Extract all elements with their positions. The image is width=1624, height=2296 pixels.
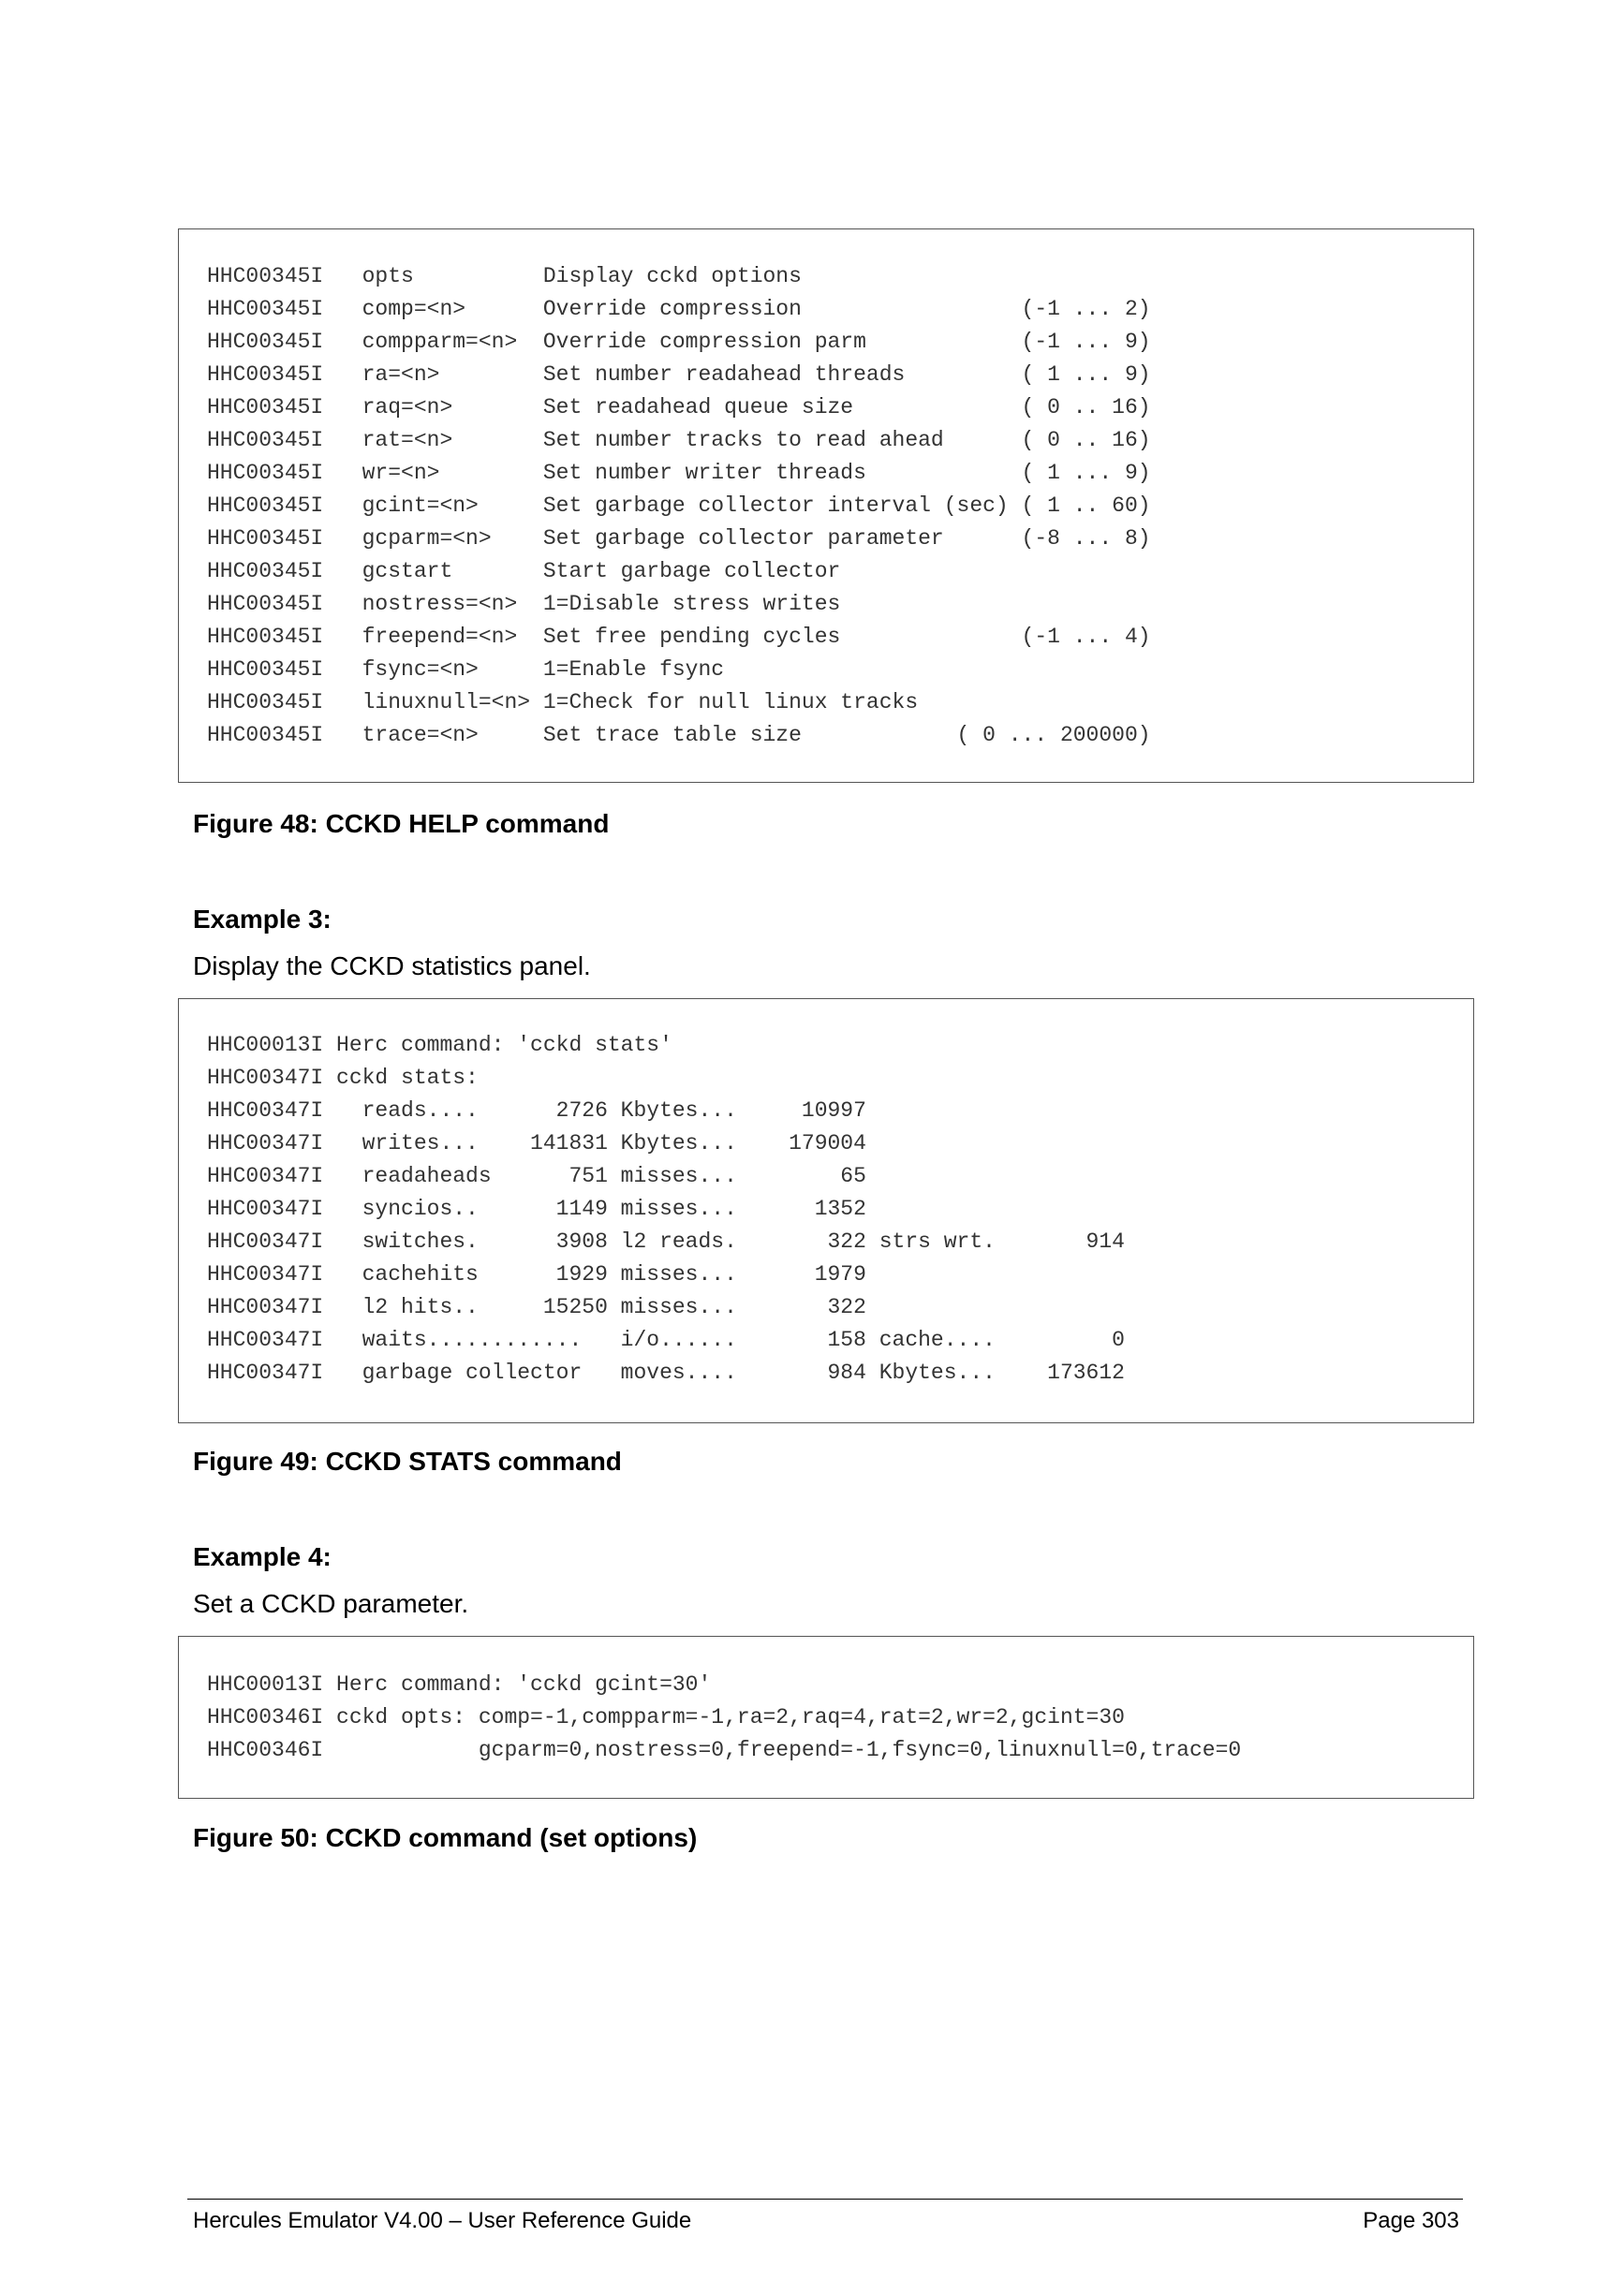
code-line: HHC00347I readaheads 751 misses... 65 xyxy=(207,1164,866,1188)
code-line: HHC00345I comp=<n> Override compression (-1 ... 2) xyxy=(207,297,1151,321)
code-line: HHC00347I syncios.. 1149 misses... 1352 xyxy=(207,1197,866,1221)
code-line: HHC00013I Herc command: 'cckd gcint=30' xyxy=(207,1672,712,1697)
code-line: HHC00345I fsync=<n> 1=Enable fsync xyxy=(207,657,725,682)
code-line: HHC00346I cckd opts: comp=-1,compparm=-1,ra=2,raq=4,rat=2,wr=2,gcint=30 xyxy=(207,1705,1125,1729)
example-3-heading: Example 3: xyxy=(193,905,332,934)
code-line: HHC00345I gcstart Start garbage collector xyxy=(207,559,841,583)
figure-48-caption: Figure 48: CCKD HELP command xyxy=(193,809,610,838)
code-line: HHC00347I waits............ i/o...... 158 cache.... 0 xyxy=(207,1328,1125,1352)
code-line: HHC00345I ra=<n> Set number readahead threads ( 1 ... 9) xyxy=(207,362,1151,387)
example-3-description: Display the CCKD statistics panel. xyxy=(193,951,591,980)
code-line: HHC00347I writes... 141831 Kbytes... 179004 xyxy=(207,1131,866,1155)
figure-48-code-box xyxy=(178,228,1474,783)
code-line: HHC00345I opts Display cckd options xyxy=(207,264,802,288)
code-line: HHC00345I wr=<n> Set number writer threads ( 1 ... 9) xyxy=(207,461,1151,485)
code-line: HHC00347I garbage collector moves.... 984 Kbytes... 173612 xyxy=(207,1361,1125,1385)
code-line: HHC00345I freepend=<n> Set free pending cycles (-1 ... 4) xyxy=(207,625,1151,649)
figure-50-code-box xyxy=(178,1636,1474,1799)
code-line: HHC00345I nostress=<n> 1=Disable stress writes xyxy=(207,592,841,616)
footer-page-number: Page 303 xyxy=(1363,2208,1459,2233)
footer-document-title: Hercules Emulator V4.00 – User Reference Guide xyxy=(193,2208,692,2233)
code-line: HHC00346I gcparm=0,nostress=0,freepend=-1,fsync=0,linuxnull=0,trace=0 xyxy=(207,1738,1242,1762)
code-line: HHC00013I Herc command: 'cckd stats' xyxy=(207,1033,672,1057)
code-line: HHC00345I gcint=<n> Set garbage collector interval (sec) ( 1 .. 60) xyxy=(207,493,1151,518)
code-line: HHC00347I switches. 3908 l2 reads. 322 strs wrt. 914 xyxy=(207,1229,1125,1254)
code-line: HHC00345I raq=<n> Set readahead queue size ( 0 .. 16) xyxy=(207,395,1151,419)
example-4-description: Set a CCKD parameter. xyxy=(193,1589,469,1618)
code-line: HHC00345I linuxnull=<n> 1=Check for null linux tracks xyxy=(207,690,919,714)
code-line: HHC00345I trace=<n> Set trace table size ( 0 ... 200000) xyxy=(207,723,1151,747)
code-line: HHC00345I rat=<n> Set number tracks to read ahead ( 0 .. 16) xyxy=(207,428,1151,452)
code-line: HHC00347I l2 hits.. 15250 misses... 322 xyxy=(207,1295,866,1319)
footer-divider xyxy=(187,2199,1463,2200)
code-line: HHC00347I cckd stats: xyxy=(207,1066,479,1090)
code-line: HHC00347I cachehits 1929 misses... 1979 xyxy=(207,1262,866,1287)
figure-49-caption: Figure 49: CCKD STATS command xyxy=(193,1447,622,1476)
example-4-heading: Example 4: xyxy=(193,1542,332,1571)
code-line: HHC00347I reads.... 2726 Kbytes... 10997 xyxy=(207,1098,866,1123)
code-line: HHC00345I compparm=<n> Override compression parm (-1 ... 9) xyxy=(207,330,1151,354)
figure-49-code-box xyxy=(178,998,1474,1423)
code-line: HHC00345I gcparm=<n> Set garbage collector parameter (-8 ... 8) xyxy=(207,526,1151,551)
figure-50-caption: Figure 50: CCKD command (set options) xyxy=(193,1823,698,1852)
